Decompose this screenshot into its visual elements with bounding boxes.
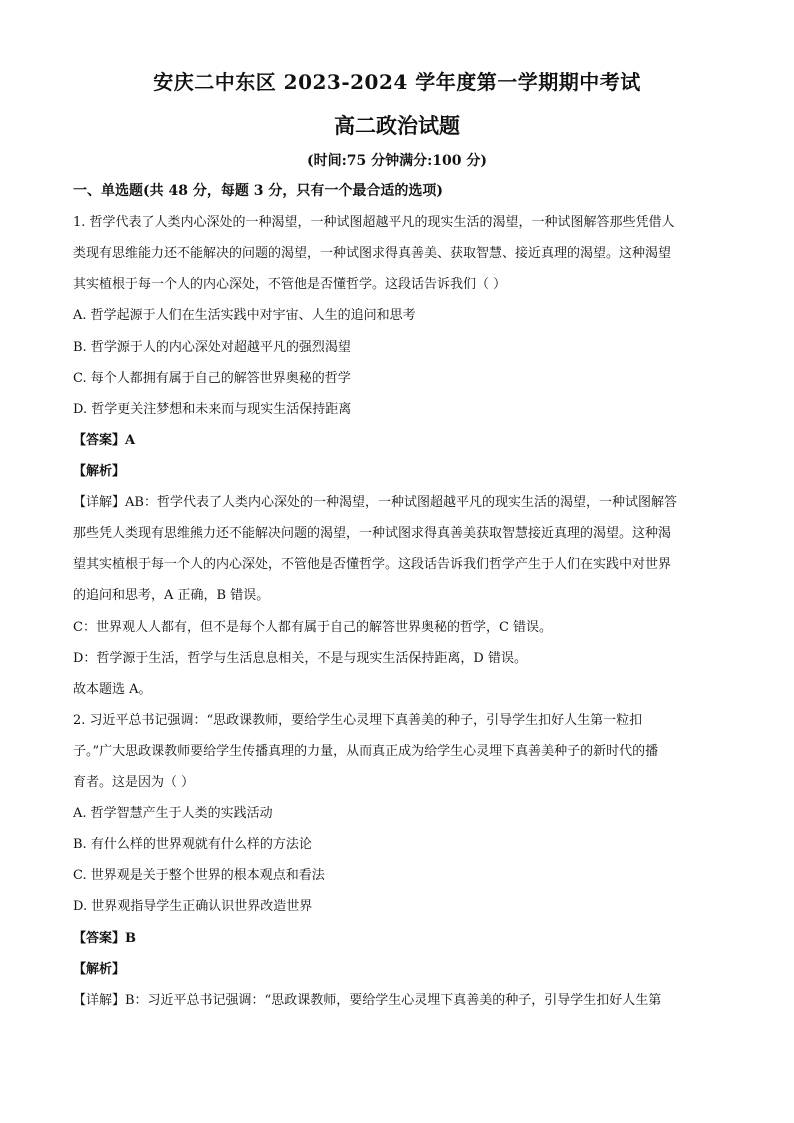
exam-info: (时间:75 分钟满分:100 分) <box>306 153 488 169</box>
question-2-stem-line: 育者。这是因为（ ） <box>73 775 195 790</box>
question-1-option-c: C. 每个人都拥有属于自己的解答世界奥秘的哲学 <box>73 371 351 386</box>
exam-subtitle: 高二政治试题 <box>334 113 460 138</box>
question-2-analysis-label: 【解析】 <box>73 962 126 977</box>
question-2-option-b: B. 有什么样的世界观就有什么样的方法论 <box>73 837 312 852</box>
question-1-answer: 【答案】A <box>73 433 136 448</box>
question-1-detail-line: 故本题选 A。 <box>73 682 152 697</box>
question-1-analysis-label: 【解析】 <box>73 464 126 479</box>
question-1-stem-line: 类现有思维能力还不能解决的问题的渴望，一种试图求得真善美、获取智慧、接近真理的渴望。这种渴望 <box>73 246 672 261</box>
question-1-detail-line: C：世界观人人都有，但不是每个人都有属于自己的解答世界奥秘的哲学，C 错误。 <box>73 620 553 635</box>
question-2-option-c: C. 世界观是关于整个世界的根本观点和看法 <box>73 868 325 883</box>
question-2-detail-line: 【详解】B：习近平总书记强调：“思政课教师，要给学生心灵埋下真善美的种子，引导学生扣好人生第 <box>73 993 662 1008</box>
question-1-option-a: A. 哲学起源于人们在生活实践中对宇宙、人生的追问和思考 <box>73 308 416 323</box>
question-1-stem-line: 其实植根于每一个人的内心深处，不管他是否懂哲学。这段话告诉我们（ ） <box>73 277 507 292</box>
section-heading: 一、单选题(共 48 分，每题 3 分，只有一个最合适的选项) <box>73 183 443 199</box>
exam-title: 安庆二中东区 2023-2024 学年度第一学期期中考试 <box>153 70 641 94</box>
question-1-stem-line: 1. 哲学代表了人类内心深处的一种渴望，一种试图超越平凡的现实生活的渴望，一种试图解答那些凭借人 <box>73 215 675 230</box>
question-2-stem-line: 2. 习近平总书记强调：“思政课教师，要给学生心灵埋下真善美的种子，引导学生扣好人生第一粒扣 <box>73 713 643 728</box>
question-1-detail-line: 的追问和思考，A 正确，B 错误。 <box>73 588 270 603</box>
question-1-option-d: D. 哲学更关注梦想和未来而与现实生活保持距离 <box>73 402 352 417</box>
question-2-answer: 【答案】B <box>73 931 136 946</box>
question-2-option-d: D. 世界观指导学生正确认识世界改造世界 <box>73 899 313 914</box>
question-2-option-a: A. 哲学智慧产生于人类的实践活动 <box>73 806 273 821</box>
question-1-option-b: B. 哲学源于人的内心深处对超越平凡的强烈渴望 <box>73 340 351 355</box>
question-1-detail-line: D：哲学源于生活，哲学与生活息息相关，不是与现实生活保持距离，D 错误。 <box>73 651 527 666</box>
question-1-detail-line: 望其实植根于每一个人的内心深处，不管他是否懂哲学。这段话告诉我们哲学产生于人们在实践中对世界 <box>73 557 672 572</box>
question-1-detail-line: 那些凭人类现有思维熊力还不能解决问题的渴望，一种试图求得真善美获取智慧接近真理的渴望。这种渴 <box>73 526 672 541</box>
question-1-detail-line: 【详解】AB：哲学代表了人类内心深处的一种渴望，一种试图超越平凡的现实生活的渴望，一种试图解答 <box>73 495 677 510</box>
question-2-stem-line: 子。”广大思政课教师要给学生传播真理的力量，从而真正成为给学生心灵埋下真善美种子的新时代的播 <box>73 744 659 759</box>
